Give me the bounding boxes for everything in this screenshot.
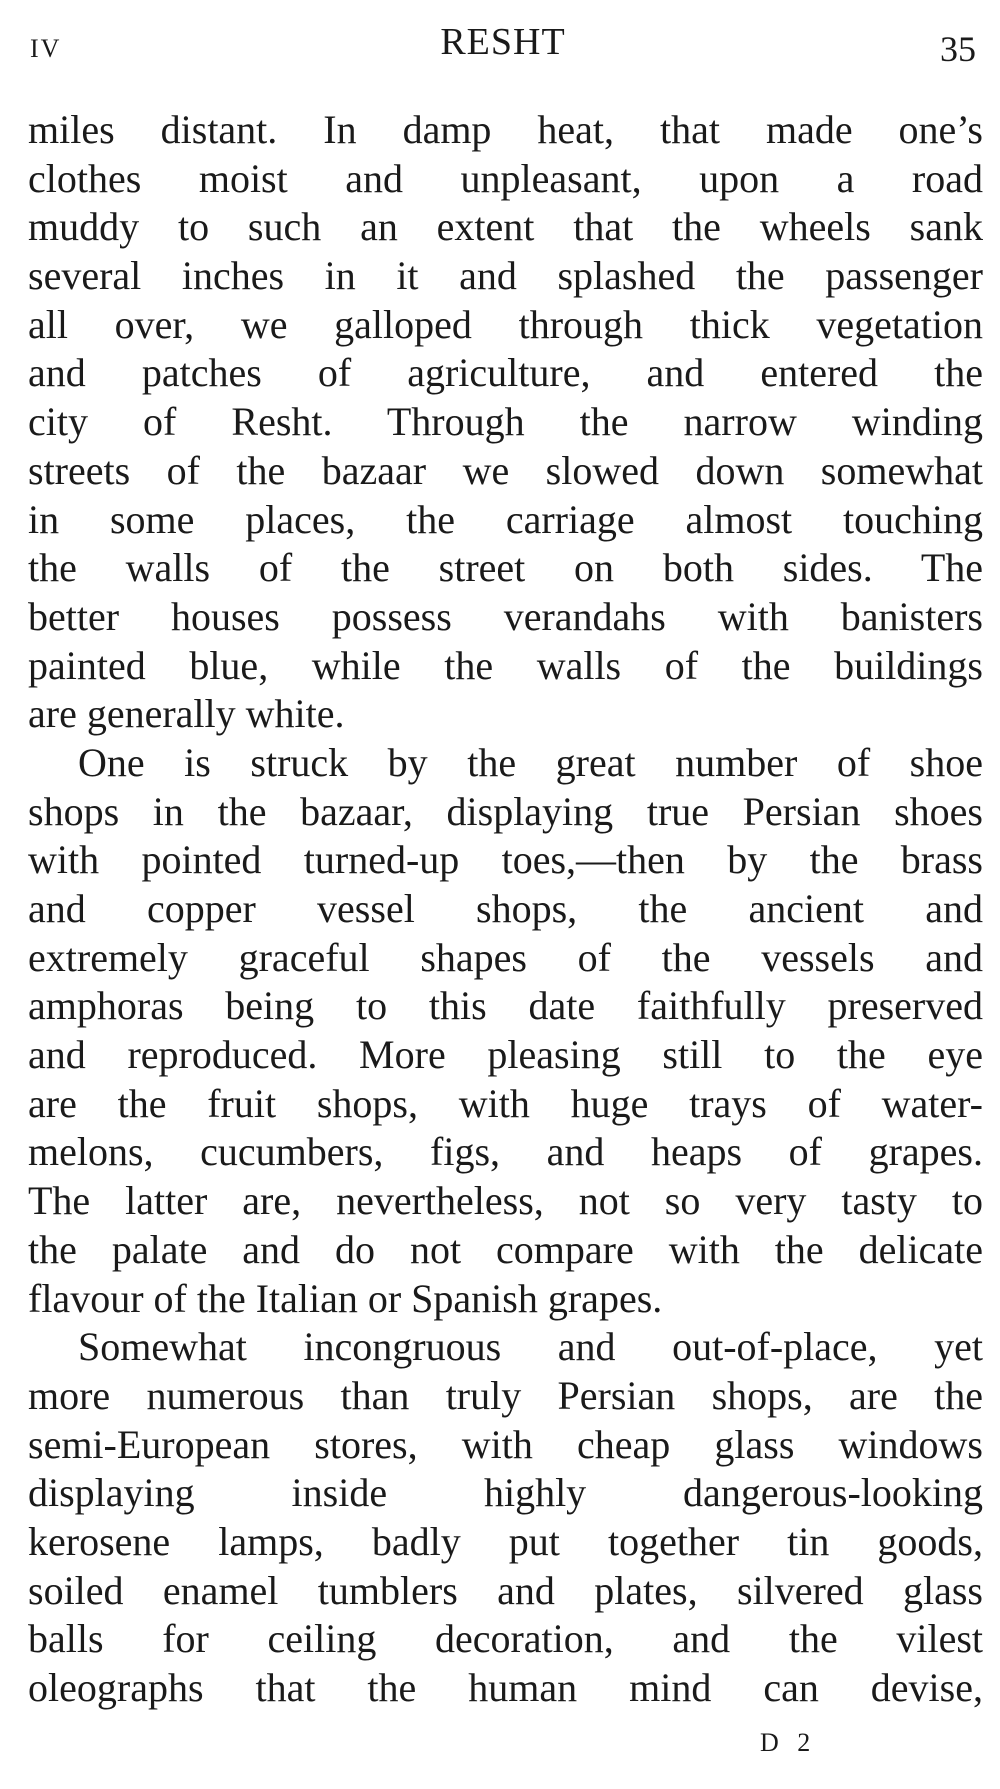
text-line: semi-European stores, with cheap glass windows [28, 1421, 983, 1467]
signature-mark: D 2 [760, 1728, 817, 1757]
text-line: better houses possess verandahs with banisters [28, 593, 983, 639]
running-head [30, 16, 976, 76]
paragraph-1 [28, 106, 983, 739]
text-line: Somewhat incongruous and out-of-place, yet [78, 1324, 983, 1370]
chapter-number: IV [30, 34, 62, 63]
text-line: in some places, the carriage almost touching [28, 496, 983, 542]
text-line: displaying inside highly dangerous-looking [28, 1470, 983, 1516]
text-line: more numerous than truly Persian shops, are the [28, 1372, 983, 1418]
text-line: painted blue, while the walls of the buildings [28, 642, 983, 688]
text-line: are generally white. [28, 691, 345, 737]
text-line: with pointed turned-up toes,—then by the brass [28, 837, 983, 883]
paragraph-3 [28, 1323, 983, 1713]
text-line: the walls of the street on both sides. The [28, 545, 983, 591]
text-line: streets of the bazaar we slowed down somewhat [28, 447, 983, 493]
text-line: The latter are, nevertheless, not so very tasty to [28, 1178, 983, 1224]
text-line: melons, cucumbers, figs, and heaps of grapes. [28, 1129, 983, 1175]
text-line: and reproduced. More pleasing still to the eye [28, 1032, 983, 1078]
text-line: clothes moist and unpleasant, upon a road [28, 155, 983, 201]
text-line: miles distant. In damp heat, that made one’s [28, 107, 983, 152]
text-line: and copper vessel shops, the ancient and [28, 886, 983, 931]
text-line: and patches of agriculture, and entered the [28, 350, 983, 396]
text-line: city of Resht. Through the narrow winding [28, 399, 983, 445]
text-line: kerosene lamps, badly put together tin goods, [28, 1518, 983, 1564]
text-line: balls for ceiling decoration, and the vilest [28, 1616, 983, 1662]
body-text [28, 106, 983, 1713]
text-line: extremely graceful shapes of the vessels and [28, 934, 983, 980]
text-line: soiled enamel tumblers and plates, silvered glass [28, 1567, 983, 1613]
running-title: RESHT [440, 21, 566, 63]
text-line: amphoras being to this date faithfully preserved [28, 983, 983, 1029]
text-line: are the fruit shops, with huge trays of water- [28, 1080, 983, 1126]
text-line: several inches in it and splashed the passenger [28, 253, 983, 299]
text-line: One is struck by the great number of shoe [78, 739, 983, 785]
text-line: muddy to such an extent that the wheels sank [28, 204, 983, 250]
page-number: 35 [940, 29, 976, 69]
text-line: all over, we galloped through thick vegetation [28, 301, 983, 347]
text-line: flavour of the Italian or Spanish grapes. [28, 1275, 663, 1321]
text-line: the palate and do not compare with the delicate [28, 1226, 983, 1272]
text-line: shops in the bazaar, displaying true Persian shoes [28, 788, 983, 834]
text-line: oleographs that the human mind can devise, [28, 1665, 983, 1710]
paragraph-2 [28, 739, 983, 1323]
